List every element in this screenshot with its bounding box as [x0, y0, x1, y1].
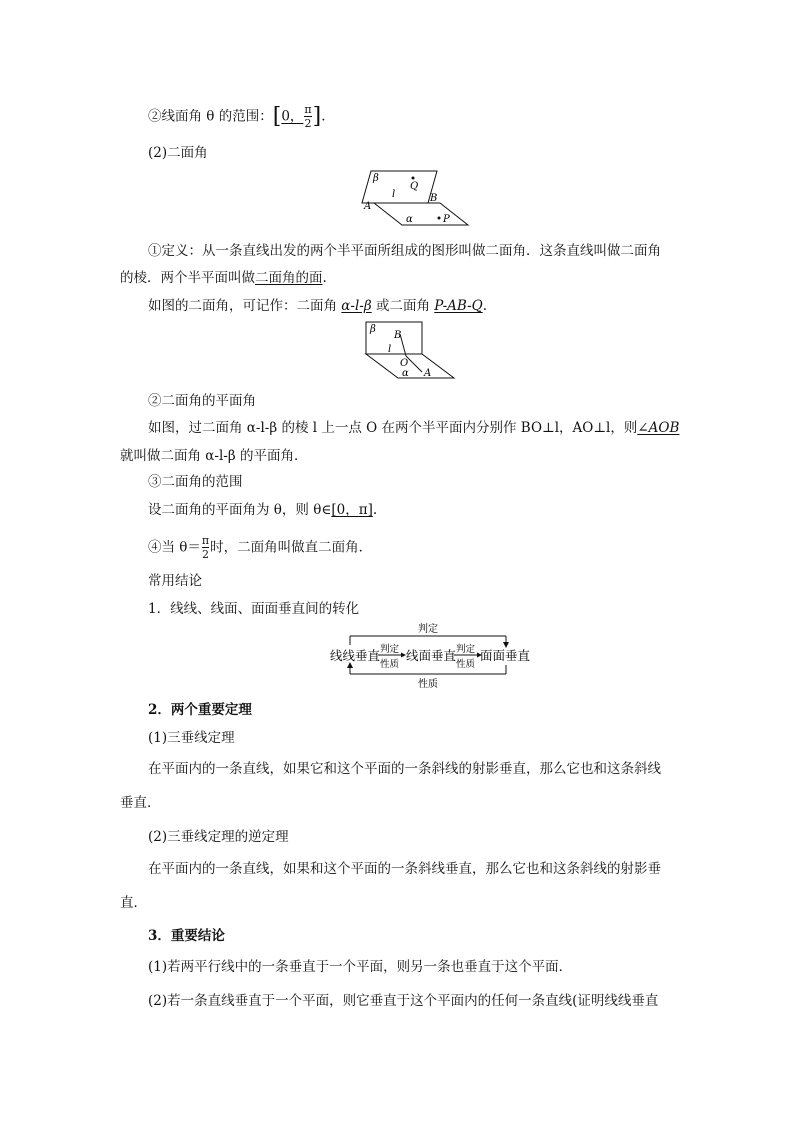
notation-alpha-l-beta: α-l-β	[341, 298, 372, 314]
svg-text:性质: 性质	[456, 659, 476, 670]
section-1-title: 1．线线、线面、面面垂直间的转化	[148, 601, 360, 617]
label-l: l	[392, 189, 396, 200]
range-line: 设二面角的平面角为 θ，则 θ∈[0，π].	[148, 502, 378, 518]
pi-over-two-2: $\frac{\pi}{2}$	[201, 534, 210, 561]
point-p	[438, 217, 441, 220]
notation-p-ab-q: P-AB-Q	[434, 298, 483, 314]
flow-node-line-line: 线线垂直	[330, 648, 381, 663]
section-2-title: 2．两个重要定理	[148, 702, 252, 718]
angle-aob: ∠AOB	[637, 420, 680, 436]
line-angle-range: ②线面角 θ 的范围：[0， $\frac{\pi}{2}$ ].	[148, 103, 326, 130]
plane-angle-line-2: 就叫做二面角 α-l-β 的平面角．	[120, 448, 308, 464]
range-open: 0，	[281, 108, 304, 125]
left-bracket: [	[272, 104, 282, 129]
flow-node-line-plane: 线面垂直	[406, 648, 457, 663]
pi-over-two: $\frac{\pi}{2}$	[304, 103, 312, 130]
flow-top-label: 判定	[418, 624, 438, 635]
label-b-2: B	[394, 330, 402, 341]
label-beta-2: β	[370, 324, 376, 335]
dihedral-figure-1	[360, 165, 470, 229]
label-p: P	[443, 214, 450, 225]
dihedral-heading: (2)二面角	[148, 145, 208, 161]
notation-line: 如图的二面角，可记作：二面角 α-l-β 或二面角 P-AB-Q.	[148, 298, 488, 314]
right-bracket: ]	[312, 104, 322, 129]
flow-bottom-label: 性质	[418, 679, 438, 690]
common-conclusion: 常用结论	[148, 573, 202, 589]
svg-text:判定: 判定	[380, 644, 400, 655]
plane-alpha	[374, 203, 468, 225]
label-o: O	[400, 358, 409, 369]
flow-node-plane-plane: 面面垂直	[480, 648, 531, 663]
definition-line-1: ①定义：从一条直线出发的两个半平面所组成的图形叫做二面角．这条直线叫做二面角	[148, 243, 661, 259]
label-alpha-2: α	[402, 368, 409, 379]
label-a: A	[364, 201, 372, 212]
dihedral-figure-2	[362, 320, 458, 382]
perpendicular-flow-diagram	[328, 620, 533, 692]
label-a-2: A	[424, 368, 432, 379]
definition-line-2: 的棱．两个半平面叫做二面角的面.	[120, 270, 327, 286]
line-angle-lead: ②线面角 θ 的范围：	[148, 108, 273, 125]
conclusion-1: (1)若两平行线中的一条垂直于一个平面，则另一条也垂直于这个平面．	[148, 959, 573, 975]
conclusion-2: (2)若一条直线垂直于一个平面，则它垂直于这个平面内的任何一条直线(证明线线垂直	[148, 993, 659, 1009]
range-zero-pi: [0，π]	[331, 502, 373, 518]
point-q	[412, 177, 415, 180]
range-heading: ③二面角的范围	[148, 474, 243, 490]
label-beta: β	[373, 173, 379, 184]
right-dihedral-line: ④当 θ＝ $\frac{\pi}{2}$ 时，二面角叫做直二面角．	[148, 534, 373, 561]
underlined-term: 二面角的面	[255, 270, 323, 286]
theorem-2-line-1: 在平面内的一条直线，如果和这个平面的一条斜线垂直，那么它也和这条斜线的射影垂	[148, 861, 661, 877]
svg-text:性质: 性质	[380, 659, 400, 670]
label-alpha: α	[406, 214, 413, 225]
theorem-2-line-2: 直．	[120, 895, 147, 911]
label-l-2: l	[388, 344, 392, 355]
theorem-1-title: (1)三垂线定理	[148, 730, 235, 746]
plane-angle-line-1: 如图，过二面角 α-l-β 的棱 l 上一点 O 在两个半平面内分别作 BO⊥l，AO⊥l，则∠AOB	[148, 420, 680, 436]
theorem-1-line-1: 在平面内的一条直线，如果它和这个平面的一条斜线的射影垂直，那么它也和这条斜线	[148, 761, 661, 777]
plane-alpha-2	[366, 354, 454, 378]
label-q: Q	[410, 181, 419, 192]
section-3-title: 3．重要结论	[148, 928, 225, 944]
theorem-2-title: (2)三垂线定理的逆定理	[148, 829, 289, 845]
svg-text:判定: 判定	[456, 644, 476, 655]
label-b: B	[430, 193, 438, 204]
plane-angle-heading: ②二面角的平面角	[148, 393, 256, 409]
theorem-1-line-2: 垂直．	[120, 795, 161, 811]
